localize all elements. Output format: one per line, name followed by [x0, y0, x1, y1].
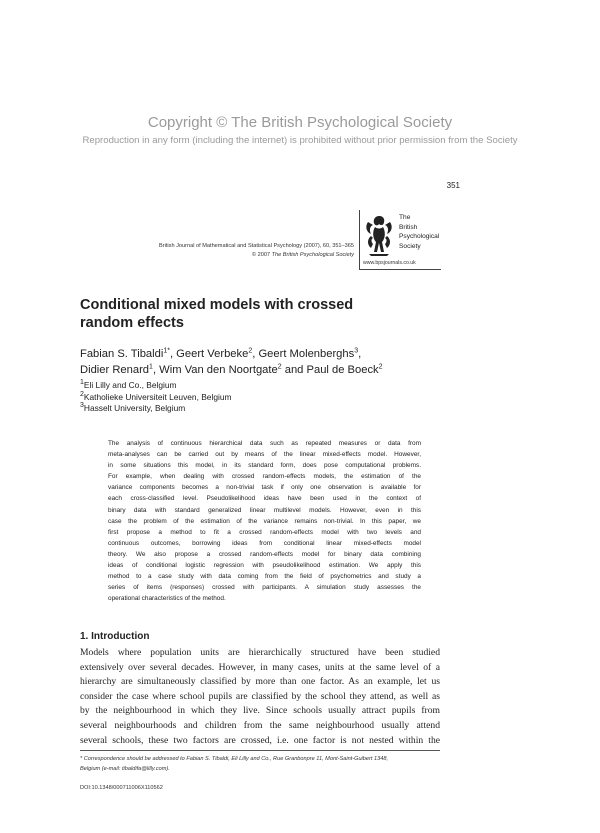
body-line: consider the case where school pupils are classified by the school they attend, as well as [80, 690, 440, 702]
affiliation-list [80, 380, 231, 415]
abstract-line: first propose a method to fit a crossed random-effects model with two levels and [108, 528, 421, 536]
correspondence-footnote [80, 754, 442, 774]
abstract-line: variance components becomes a non-trivial task if only one observation is available for [108, 484, 421, 492]
footnote-divider [80, 750, 440, 751]
journal-citation [120, 242, 354, 260]
abstract-line: in some situations this model, in its standard form, does pose computational problems. [108, 462, 421, 470]
footnote-line: Belgium (e-mail: tibaldifa@lilly.com). [80, 766, 170, 772]
abstract-line: continuous outcomes, borrowing ideas from conditional linear mixed-effects model [108, 539, 421, 547]
body-line: several schools, these two factors are crossed, i.e. one factor is not nested within the [80, 734, 440, 746]
journal-copyright: © 2007 The British Psychological Society [251, 252, 354, 258]
author-line: Didier Renard$^1$, Wim Van den Noortgate$^2$ and Paul de Boeck$^2$ [80, 363, 383, 376]
abstract [108, 438, 421, 604]
abstract-line: binary data with standard generalized linear multilevel models. However, even in this [108, 506, 421, 514]
body-line: several neighbourhoods and children from the same neighbourhood usually attend [80, 719, 440, 731]
journal-url-link[interactable]: www.bpsjournals.co.uk [363, 260, 416, 266]
society-name: The British Psychological Society [399, 214, 440, 250]
bps-psyche-logo-icon [363, 212, 395, 264]
paper-title: Conditional mixed models with crossed random effects [80, 297, 354, 331]
affiliation-item: $^2$Katholieke Universiteit Leuven, Belgium [80, 390, 232, 402]
body-line: by the neighbourhood in which they live. Since schools usually attract pupils from [80, 705, 440, 717]
copyright-watermark-title: Copyright © The British Psychological Society [147, 114, 453, 131]
affiliation-item: $^1$Eli Lilly and Co., Belgium [80, 379, 177, 390]
author-line: Fabian S. Tibaldi$^{1*}$, Geert Verbeke$^2$, Geert Molenberghs$^3$, [80, 347, 362, 360]
abstract-line: method to a case study with data coming from the field of psychometrics and study a [108, 573, 421, 581]
abstract-line: The analysis of continuous hierarchical data such as repeated measures or data from [108, 440, 421, 447]
abstract-line: case the problem of the estimation of the variance remains non-trivial. In this paper, we [108, 517, 421, 525]
abstract-line: series of items (responses) crossed with participants. A simulation study assesses the [108, 584, 421, 592]
header-divider-vertical [359, 210, 360, 270]
doi-identifier: DOI:10.1348/000711006X110562 [80, 785, 163, 791]
journal-line: British Journal of Mathematical and Statistical Psychology (2007), 60, 351–365 [159, 243, 354, 249]
body-line: Models where population units are hierarchically structured have been studied [80, 647, 440, 658]
abstract-line: operational characteristics of the method. [108, 595, 226, 603]
body-line: extensively over several decades. However, in many cases, units at the same level of a [80, 661, 440, 673]
affiliation-item: $^3$Hasselt University, Belgium [80, 402, 186, 413]
page-number: 351 [446, 181, 460, 190]
abstract-line: ideas of conditional logistic regression with pseudolikelihood estimation. We apply this [108, 562, 421, 570]
abstract-line: For example, when dealing with crossed random-effects models, the estimation of the [108, 473, 421, 481]
body-line: hierarchy are simultaneously classified by more than one factor. As an example, let us [80, 676, 440, 688]
footnote-line: * Correspondence should be addressed to Fabian S. Tibaldi, Eli Lilly and Co., Rue Granbonpre 11, Mont-Saint-Guibert 1348, [80, 756, 388, 762]
abstract-line: theory. We also propose a crossed random-effects model for binary data combining [108, 550, 421, 558]
copyright-watermark-notice: Reproduction in any form (including the internet) is prohibited without prior permission from the Society [82, 135, 518, 146]
abstract-line: meta-analyses can be carried out by means of the linear mixed-effects model. However, [108, 451, 421, 459]
body-paragraph [80, 646, 440, 748]
header-divider-horizontal [359, 269, 441, 270]
section-heading: 1. Introduction [80, 631, 150, 642]
author-list [80, 346, 460, 378]
abstract-line: each cross-classified level. Pseudolikelihood ideas have been used in the context of [108, 495, 421, 503]
